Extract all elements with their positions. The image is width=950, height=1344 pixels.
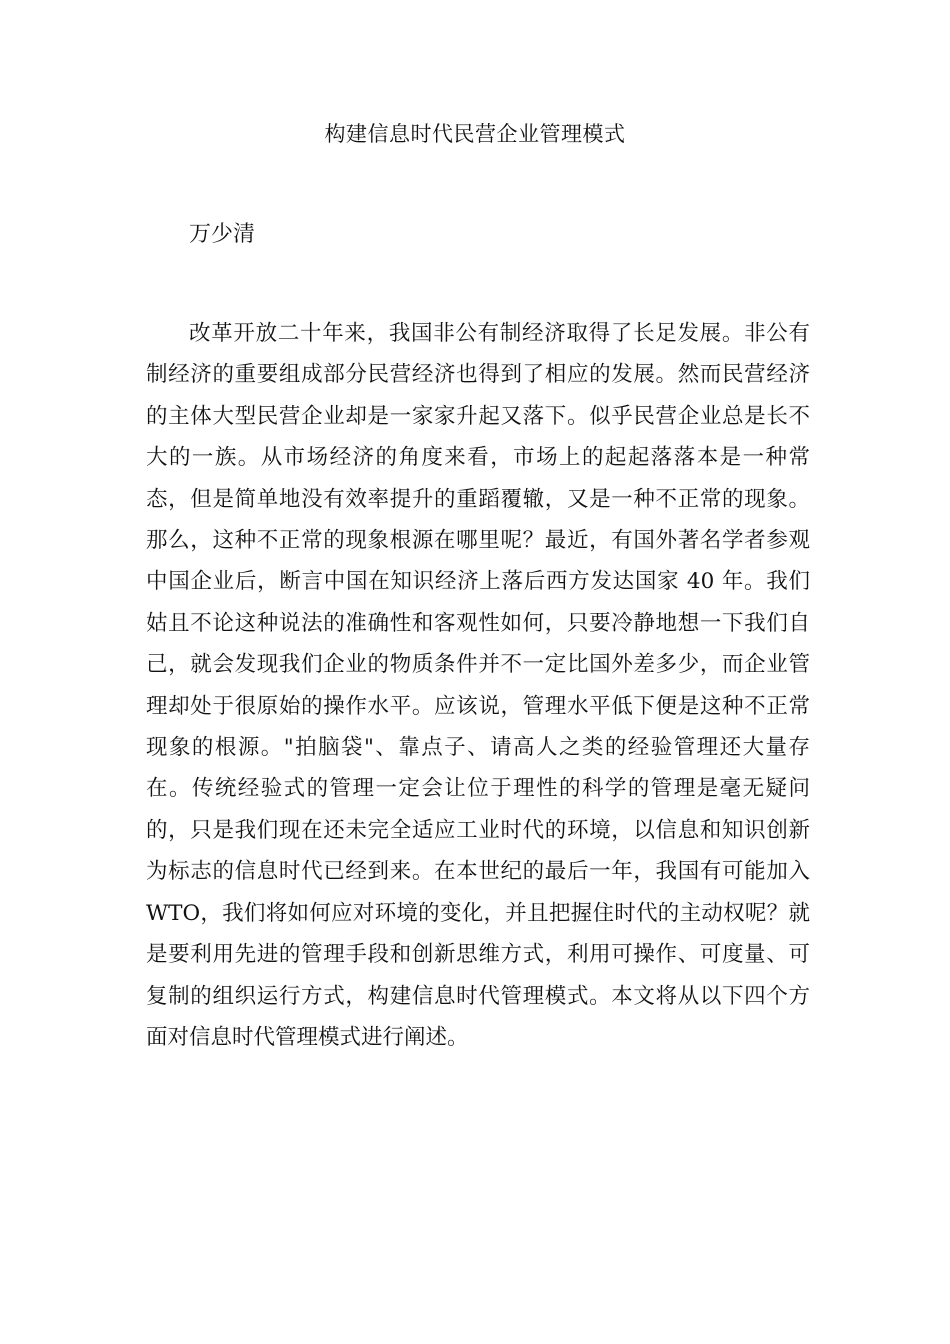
author-name: 万少清 [189,222,256,247]
document-title: 构建信息时代民营企业管理模式 [324,122,626,146]
body-paragraph: 改革开放二十年来，我国非公有制经济取得了长足发展。非公有制经济的重要组成部分民营经济也得到了相应的发展。然而民营经济的主体大型民营企业却是一家家升起又落下。似乎民营企业总是长不大的一族。从市场经济的角度来看，市场上的起起落落本是一种常态，但是简单地没有效率提升的重蹈覆辙，又是一种不正常的现象。那么，这种不正常的现象根源在哪里呢？最近，有国外著名学者参观中国企业后，断言中国在知识经济上落后西方发达国家 40 年。我们姑且不论这种说法的准确性和客观性如何，只要冷静地想一下我们自己，就会发现我们企业的物质条件并不一定比国外差多少，而企业管理却处于很原始的操作水平。应该说，管理水平低下便是这种不正常现象的根源。"拍脑袋"、靠点子、请高人之类的经验管理还大量存在。传统经验式的管理一定会让位于理性的科学的管理是毫无疑问的，只是我们现在还未完全适应工业时代的环境，以信息和知识创新为标志的信息时代已经到来。在本世纪的最后一年，我国有可能加入 WTO，我们将如何应对环境的变化，并且把握住时代的主动权呢？就是要利用先进的管理手段和创新思维方式，利用可操作、可度量、可复制的组织运行方式，构建信息时代管理模式。本文将从以下四个方面对信息时代管理模式进行阐述。 [146,321,810,1050]
